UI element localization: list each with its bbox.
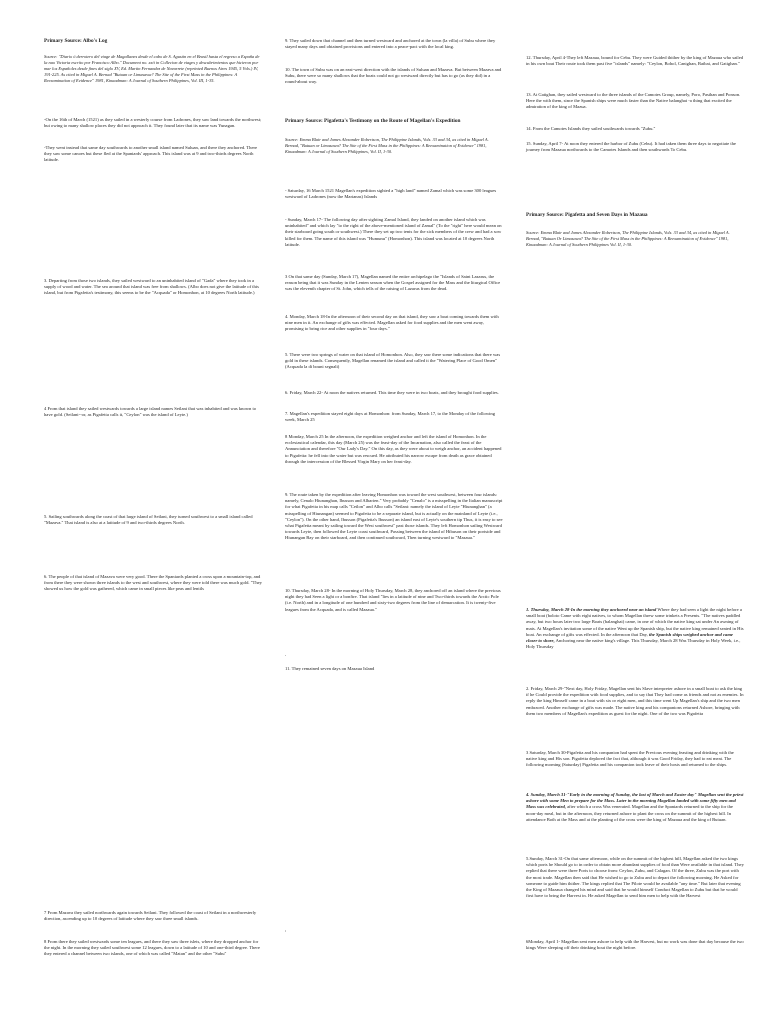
paragraph: 13. At Gatighan, they sailed westward to the three islands of the Camotes Group, namely, Poro, Pasihan and Ponson. Here the with them, since the Spanish ships were much faster than the Native balanghai -a thing that excited the admiration of the king of Mazua.: [526, 92, 741, 110]
paragraph: 12. Thursday, April 4-They left Mazaua, bound for Cebu. They were Guided thither by the king of Mazaua who sailed in his own boat Their route took them past five "islands" namely: "Ceylon, Bohol, Canighan, Baibai, and Gatighan.": [526, 55, 744, 67]
paragraph: -They went instead that same day southwards to another small island named Suluan, and there they anchored. There they saw some canoes but these fled at the Spaniards' approach. This island was at 9 and two-thirds degrees North latitude.: [44, 145, 258, 163]
paragraph: 8 Monday, March 25 In the afternoon, the expedition weighed anchor and left the island of Homonhon. In the ecclesiastical calendar, this day (March 25) was the feast-day of the Incarnation, also called the feast of the Annunciation and therefore "Our Lady's Day." On this day, as they were about to weigh anchor, an accident happened to Pigafetta: he fell into the water but was rescued. He attributed his narrow escape from death as grace obtained through the intercession of the Blessed Virgin Mary on her feast-day.: [285, 434, 502, 464]
paragraph: 15. Sunday, April 7- At noon they entered the harbor of Zubu (Cebu). It had taken them three days to negotiate the journey from Mazaua northwards to the Camotes Islands and then southwards To Cebu.: [526, 141, 736, 153]
section-heading: Primary Source: Albo's Log: [44, 38, 108, 44]
source-pigafetta-route: [285, 137, 503, 159]
source-albo: [44, 54, 262, 88]
section-heading: Primary Source: Pigafetta's Testimony on the Route of Magellan's Expedition: [285, 118, 461, 124]
source-citation: Source: Emma Blair and James Alexander Robertson, The Philippine Islands, Vols. 33 and 34, as cited in Miguel A. Bernad, "Butuan or Limasawa? The Site of the First Mass in the Philippines: A Reexamination of Evidence" 1981, Kinaadman: A Journal of Southern Philippines, Vol. II, 1-30.: [285, 137, 489, 154]
paragraph: 4. Sunday, March 31-"Early in the morning of Sunday, the last of March and Easter day" Magellan sent the priest ashore with some Men to prepare for the Mass. Later in the morning Magellan landed with some fifty men and Mass was celebrated, after which a cross Was venerated. Magellan and the Spaniards returned to the ship for the noon-day meal, but in the afternoon, they returned ashore to plant the cross on the summit of the highest hill. In attendance Both at the Mass and at the planting of the cross were the king of Mazaua and the king of Butuan.: [526, 792, 744, 822]
source-pigafetta-mazaua: [526, 230, 744, 252]
paragraph: 4 From that island they sailed westwards towards a large island names Seilani that was inhabited and was known to have gold. (Seilani--or, as Pigafetta calls it, "Ceylon" was the island of Leyte.): [44, 406, 257, 418]
paragraph: 9. The route taken by the expedition after leaving Homonhon was toward the west southwest, between four islands: namely, Cenalo Hiunanghan, Ibusson and Albarien." Very probably "Cenalo" is a misspelling in the Italian manuscript for what Pigafetta in his map calls "Ceilon" and Albo calls "Seilani: namely the island of Leyte "Hiunanghan" (a misspelling of Hiunangan) seemed to Pigafetta to be a separate island, but is actually on the mainland of Leyte (i.e., "Ceylon"). On the other hand, Ibusson (Pigafetta's Ibusson) an island east of Leyte's southern tip Thus, it is easy to see what Pigafetta meant by sailing toward the West southwest" past those islands. They left Homonhon sailing Westward towards Leyte, then followed the Leyte coast southward, Passing between the island of Hibuson on their portside and Hiunangan Bay on their starboard, and then continued southward, Then turning westward to "Mazaua.": [285, 492, 503, 541]
source-citation: Source: Emma Blair and James Alexander Robertson, The Philippine Islands, Vols. 33 and 34, as cited in Miguel A. Bernad, "Butuan Or Limasawa? The Site of the First Mass in the Philippines: A Reexamination of Evidence" 1981, Kinaadman: A Journal of Southern Philippines Vol. II, 1-30.: [526, 230, 730, 247]
paragraph: 6. Friday, March 22- At noon the natives returned. This time they were in two boats, and they brought food supplies.: [285, 390, 499, 395]
paragraph: 1. Thursday, March 28-In the morning they anchored near an island Where they had seen a light the night before a small boat (boloto Came with eight natives, to whom Magellan threw some trinkets a Presents. "The natives paddled away, but two hours later two large Boats (balanghai) came, in one of which the native king sat under An awning of mats. At Magellan's invitation some of the native Went up the Spanish ship, but the native king remained seated in His boat. An exchange of gifts was effected. In the afternoon that Day, the Spanish ships weighed anchor and came closer to shore, Anchoring near the native king's village. This Thursday, March 28 Was Thursday in Holy Week, i.e., Holy Thursday: [526, 607, 744, 650]
paragraph: 10. The town of Subu was on an east-west direction with the islands of Suluan and Mazava. But between Mazava and Subu, there were so many shallows that the boats could not go westward directly but has to go (as they did) in a round-about way.: [285, 67, 502, 85]
paragraph: 7. Magellan's expedition stayed eight days at Homonhon: from Sunday, March 17, to the Monday of the following week, March 25: [285, 411, 496, 423]
stray-mark: ,: [285, 928, 287, 933]
paragraph: 14. From the Camotes Islands they sailed southwards towards "Zubu.": [526, 126, 656, 131]
paragraph: 3 Saturday, March 30-Pigafetta and his companion had spent the Previous evening feasting and drinking with the native king and His son. Pigafetta deplored the fact that, although it was Good Friday, they had to eat meat. The following morning (Saturday) Pigafetta and his companion took leave of their hosts and returned to the ships.: [526, 750, 734, 768]
paragraph: 11. They remained seven days on Mazaua Island: [285, 666, 375, 671]
paragraph: 3 On that same day (Sunday, March 17), Magellan named the entire archipelago the "Islands of Saint Lazarus, the reason being that it was Sunday in the Lenten season when the Gospel assigned for the Mass and the liturgical Office was the eleventh chapter of St. John, which tells of the raising of Lazarus from the dead.: [285, 274, 501, 292]
paragraph: - Sunday, March 17- The following day after sighting Zamal Island, they landed on another island which was uninhabited" and which lay "to the right of the above-mentioned island of Zamal" (To the "right" here would mean on their starboard going south or southwest.) There they set up two tents for the sick members of the crew and had a sow killed for them. The name of this island was "Humunu" (Homonhon). This island was located at 10 degrees North latitude.: [285, 217, 502, 247]
paragraph: -On the 16th of March (1521) as they sailed in a westerly course from Ladrones, they saw land towards the northwest; but owing to many shallow places they did not approach it. They found later that its name was Yunagan.: [44, 117, 262, 129]
section-heading: Primary Source: Pigafetta and Seven Days in Mazaua: [526, 212, 648, 218]
paragraph: 6Monday, April 1- Magellan sent men ashore to help with the Harvest, but no work was done that day because the two kings Were sleeping off their drinking bout the night before.: [526, 939, 744, 951]
paragraph: 8 From there they sailed westwards some ten leagues, and there they saw three islets, where they dropped anchor for the night. In the morning they sailed southwest some 12 leagues, down to a latitude of 10 and one-third degree. There they entered a channel between two islands, one of which was called "Matan" and the other "Subu": [44, 939, 260, 957]
paragraph: 3. Departing from those two islands, they sailed westward to an uninhabited island of "Gada" where they took in a supply of wood and water. The sea around that island was free from shallows. (Albo does not give the latitude of this island, but from Pigafetta's testimony, this seems to be the "Acquada" or Homonhon, at 10 degrees North latitude.): [44, 278, 259, 296]
paragraph: 7 From Mazava they sailed northwards again towards Seilani. They followed the coast of Seilani in a northwesterly direction, ascending up to 10 degrees of latitude where they saw three small islands.: [44, 910, 257, 922]
paragraph: - Saturday, 16 March 1521 Magellan's expedition sighted a "high land" named Zamal which was some 300 leagues westward of Ladrones (now the Marianas) Islands: [285, 188, 497, 200]
heading-pigafetta-route: [285, 118, 503, 129]
paragraph: 4. Monday, March 18-In the afternoon of their second day on that island, they saw a boat coming towards them with nine men in it. An exchange of gifts was effected. Magellan asked for food supplies and the men went away, promising to bring rice and other supplies in "four days.": [285, 314, 499, 332]
paragraph: 5.Sunday, March 31-On that same afternoon, while on the summit of the highest hill, Magellan asked the two kings which ports he Should go to in order to obtain more abundant supplies of food than Were available in that island. They replied that there were three Ports to choose from: Ceylon, Zubu, and Calagan. Of the three, Zubu was the port with the most trade. Magellan then said that He wished to go to Zubu and to depart the following morning. He Asked for someone to guide him thither. The kings replied that The Pilote would be available "any time." But later that evening the King of Mazaua changed his mind and said that he would himself Conduct Magellan to Zubu but that he would first have to bring the Harvest in. He asked Magellan to send him men to help with the Harvest: [526, 856, 744, 899]
paragraph: 5. There were two springs of water on that island of Homonhon. Also, they saw there some indications that there was gold in these islands. Consequently, Magellan renamed the island and called it the "Watering Place of Good Omen" (Acquada la di bouni segnali): [285, 352, 501, 370]
stray-dot: .: [285, 653, 287, 658]
source-citation: Source: "Diario ó derrotero del viage de Magallanes desde el cabo de S. Agustin en el Brasil hasta el regreso a España de la nao Victoria escrito por Francisco Albo." Document no. xxii in Collecion de viages y descubrimientos que hicieron por mar los Españoles desde fines del siglo XV, Ed. Martin Fernandez de Navarrete (reprinted Buenos Aires 1945, 5 Vols.) IV, 191-225. As cited in Miguel A. Bernad "Butuan or Limasawa? The Site of the First Mass in the Philippines: A Reexamination of Evidence" 1981, Kinaadman: A Journal of Southern Philippines, Vol. III, 1-35.: [44, 54, 260, 83]
heading-albo: [44, 38, 262, 49]
paragraph: 2. Friday, March 29-"Next day, Holy Friday, Magellan sent his Slave interpreter ashore in a small boat to ask the king if he Could provide the expedition with food supplies, and to say that They had come as friends and not as enemies. In reply the king Himself came in a boat with six or eight men, and this time went Up Magellan's ship and the two men embraced. Another exchange of gifts was made. The native king and his companions returned Ashore, bringing with them two members of Magellan's expedition as guest for the night. One of the two was Pigafetta: [526, 686, 744, 716]
paragraph: 10. Thursday, March 28- In the morning of Holy Thursday, March 28, they anchored off an island where the previous night they had Seen a light or a bonfire. That island "lies in a latitude of nine and Two-thirds towards the Arctic Pole (i.e. North) and in a longitude of one hundred and sixty-two degrees from the line of demarcation. It is twenty-five leagues from the Acquada, and is called Mazaua.": [285, 588, 501, 612]
heading-pigafetta-mazaua: [526, 212, 744, 223]
paragraph: 5. Sailing southwards along the coast of that large island of Seilani, they turned southwest to a small island called "Mazava." That island is also at a latitude of 9 and two-thirds degrees North.: [44, 514, 253, 526]
paragraph: 9. They sailed down that channel and then turned westward and anchored at the town (la villa) of Subu where they stayed many days and obtained provisions and entered into a peace-pact with the local king.: [285, 38, 496, 50]
paragraph: 6. The people of that island of Mazava were very good. There the Spaniards planted a cross upon a mountain-top, and from there they were shown three islands to the west and southwest, where they were told there was much gold. "They showed us how the gold was gathered, which came in small pieces like peas and lentils: [44, 574, 262, 592]
